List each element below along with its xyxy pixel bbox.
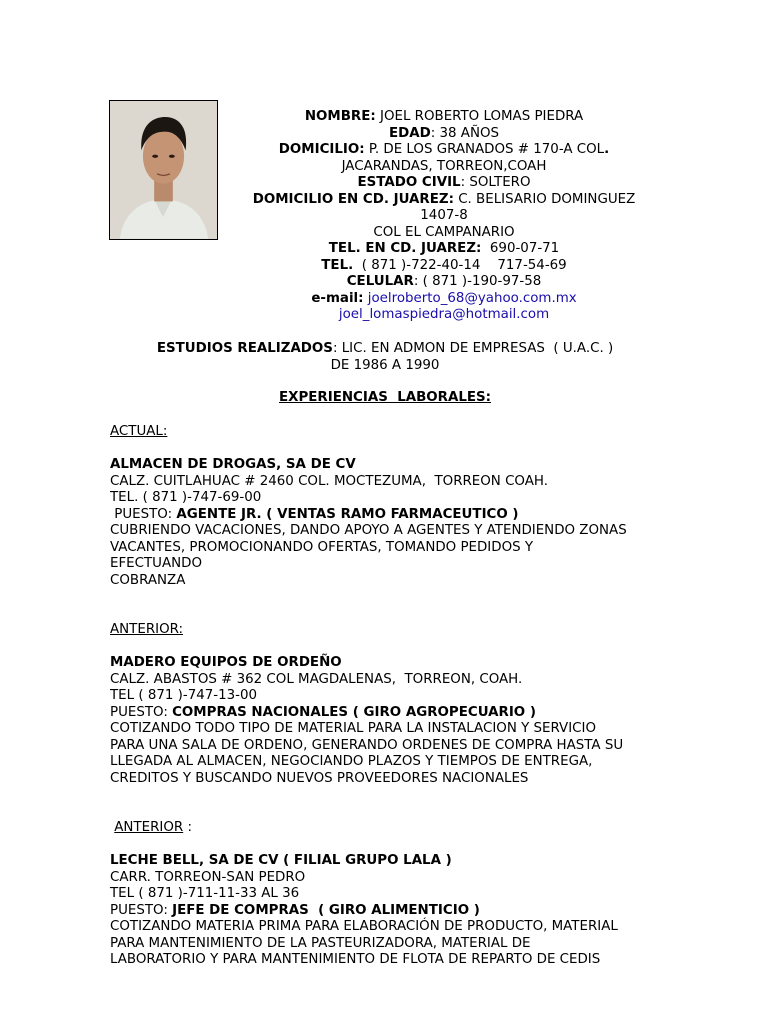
estudios-years [110, 358, 660, 375]
email-link-hotmail[interactable]: joel_lomaspiedra@hotmail.com [338, 307, 550, 322]
job-tel-value: TEL. ( 871 )-747-69-00 [110, 490, 262, 505]
job-desc-line [110, 936, 670, 953]
job-desc-text: EFECTUANDO [110, 556, 202, 571]
job-desc-line [110, 754, 670, 771]
experiencias-heading: EXPERIENCIAS LABORALES: [278, 390, 492, 405]
nombre-value: JOEL ROBERTO LOMAS PIEDRA [375, 109, 584, 124]
domicilio-juarez-value: C. BELISARIO DOMINGUEZ [453, 191, 636, 207]
email-line [230, 291, 658, 308]
job-tel [110, 688, 670, 705]
tel-juarez-value: 690-07-71 [481, 241, 560, 256]
edad-label: EDAD [388, 125, 431, 141]
job-company [110, 457, 670, 474]
job-entry-1 [110, 424, 670, 589]
job-desc-line [110, 540, 670, 557]
job-company [110, 853, 670, 870]
job-desc-text: COTIZANDO TODO TIPO DE MATERIAL PARA LA INSTALACION Y SERVICIO [110, 721, 597, 736]
job-desc-line [110, 523, 670, 540]
job-entry-2 [110, 622, 670, 787]
spacer [110, 441, 670, 458]
job-tel [110, 886, 670, 903]
job-address-value: CALZ. CUITLAHUAC # 2460 COL. MOCTEZUMA, TORREON COAH. [110, 473, 548, 489]
job-entry-3 [110, 820, 670, 969]
estudios-years-value: DE 1986 A 1990 [330, 357, 440, 373]
job-desc-text: LLEGADA AL ALMACEN, NEGOCIANDO PLAZOS Y TIEMPOS DE ENTREGA, [110, 754, 593, 769]
job-puesto [110, 705, 670, 722]
job-desc-line [110, 573, 670, 590]
job-desc-line [110, 919, 670, 936]
job-desc-text: PARA UNA SALA DE ORDENO, GENERANDO ORDENES DE COMPRA HASTA SU [110, 737, 624, 753]
job-status-label: ANTERIOR: [110, 622, 184, 637]
job-desc-text: PARA MANTENIMIENTO DE LA PASTEURIZADORA, MATERIAL DE [110, 935, 531, 951]
job-tel-value: TEL ( 871 )-747-13-00 [110, 688, 258, 703]
domicilio-line-2 [230, 159, 658, 176]
estudios-section [110, 341, 660, 374]
celular-label: CELULAR [346, 274, 414, 289]
domicilio-dot: . [604, 142, 610, 157]
job-puesto-value: COMPRAS NACIONALES ( GIRO AGROPECUARIO ) [172, 704, 536, 720]
edad-line [230, 126, 658, 143]
contact-header [230, 109, 658, 324]
job-desc-line [110, 556, 670, 573]
job-desc-line [110, 952, 670, 969]
job-puesto-value: AGENTE JR. ( VENTAS RAMO FARMACEUTICO ) [176, 506, 519, 522]
celular-value: : ( 871 )-190-97-58 [413, 274, 542, 289]
job-company-name: LECHE BELL, SA DE CV ( FILIAL GRUPO LALA ) [110, 853, 452, 868]
person-portrait-icon [110, 101, 217, 239]
job-status-label: ANTERIOR [114, 820, 184, 835]
job-puesto-label: PUESTO: [110, 506, 177, 522]
domicilio-value: P. DE LOS GRANADOS # 170-A COL [364, 142, 605, 157]
job-desc-text: CUBRIENDO VACACIONES, DANDO APOYO A AGENTES Y ATENDIENDO ZONAS [110, 523, 627, 538]
tel-value: ( 871 )-722-40-14 717-54-69 [353, 257, 567, 273]
tel-label: TEL. [321, 257, 354, 273]
job-status [110, 820, 670, 837]
job-company [110, 655, 670, 672]
job-address [110, 672, 670, 689]
tel-juarez-label: TEL. EN CD. JUAREZ: [328, 241, 482, 256]
email-line-2 [230, 307, 658, 324]
edad-value: : 38 AÑOS [430, 125, 500, 141]
job-company-name: MADERO EQUIPOS DE ORDEÑO [110, 655, 342, 670]
job-desc-text: COBRANZA [110, 572, 186, 588]
job-address-value: CALZ. ABASTOS # 362 COL MAGDALENAS, TORREON, COAH. [110, 671, 523, 687]
job-status [110, 622, 670, 639]
domicilio-juarez-value-3: COL EL CAMPANARIO [373, 224, 515, 240]
job-tel-value: TEL ( 871 )-711-11-33 AL 36 [110, 886, 300, 901]
job-desc-line [110, 721, 670, 738]
domicilio-juarez-line-2 [230, 208, 658, 225]
spacer [110, 837, 670, 854]
celular-line [230, 274, 658, 291]
job-puesto-label: PUESTO: [110, 704, 173, 720]
tel-line [230, 258, 658, 275]
estudios-value: : LIC. EN ADMON DE EMPRESAS ( U.A.C. ) [332, 341, 614, 356]
job-desc-line [110, 771, 670, 788]
profile-photo [109, 100, 218, 240]
estado-civil-label: ESTADO CIVIL [357, 175, 461, 190]
job-status-label: ACTUAL: [110, 424, 168, 439]
domicilio-label: DOMICILIO: [278, 142, 365, 157]
spacer [110, 639, 670, 656]
job-desc-text: COTIZANDO MATERIA PRIMA PARA ELABORACIÓN DE PRODUCTO, MATERIAL [110, 919, 618, 934]
experiencias-title [110, 390, 660, 407]
job-puesto-label: PUESTO: [110, 902, 173, 918]
domicilio-juarez-line [230, 192, 658, 209]
estudios-line [110, 341, 660, 358]
email-label: e-mail: [311, 290, 364, 306]
estudios-label: ESTUDIOS REALIZADOS [156, 341, 333, 356]
job-status [110, 424, 670, 441]
job-address [110, 474, 670, 491]
domicilio-juarez-value-2: 1407-8 [420, 208, 468, 223]
domicilio-juarez-line-3 [230, 225, 658, 242]
job-tel [110, 490, 670, 507]
tel-juarez-line [230, 241, 658, 258]
job-puesto [110, 903, 670, 920]
domicilio-value-2: JACARANDAS, TORREON,COAH [341, 158, 547, 174]
job-puesto [110, 507, 670, 524]
job-puesto-value: JEFE DE COMPRAS ( GIRO ALIMENTICIO ) [172, 902, 480, 918]
job-desc-text: VACANTES, PROMOCIONANDO OFERTAS, TOMANDO PEDIDOS Y [110, 539, 534, 555]
nombre-label: NOMBRE: [304, 109, 376, 124]
job-address-value: CARR. TORREON-SAN PEDRO [110, 869, 306, 885]
estado-civil-value: : SOLTERO [460, 175, 531, 190]
job-address [110, 870, 670, 887]
job-desc-text: CREDITOS Y BUSCANDO NUEVOS PROVEEDORES NACIONALES [110, 770, 529, 786]
domicilio-line [230, 142, 658, 159]
job-company-name: ALMACEN DE DROGAS, SA DE CV [110, 457, 356, 472]
job-desc-line [110, 738, 670, 755]
job-desc-text: LABORATORIO Y PARA MANTENIMIENTO DE FLOTA DE REPARTO DE CEDIS [110, 952, 601, 967]
estado-civil-line [230, 175, 658, 192]
nombre-line [230, 109, 658, 126]
domicilio-juarez-label: DOMICILIO EN CD. JUAREZ: [252, 191, 454, 207]
job-status-suffix: : [183, 820, 192, 835]
email-link-yahoo[interactable]: joelroberto_68@yahoo.com.mx [367, 290, 577, 306]
